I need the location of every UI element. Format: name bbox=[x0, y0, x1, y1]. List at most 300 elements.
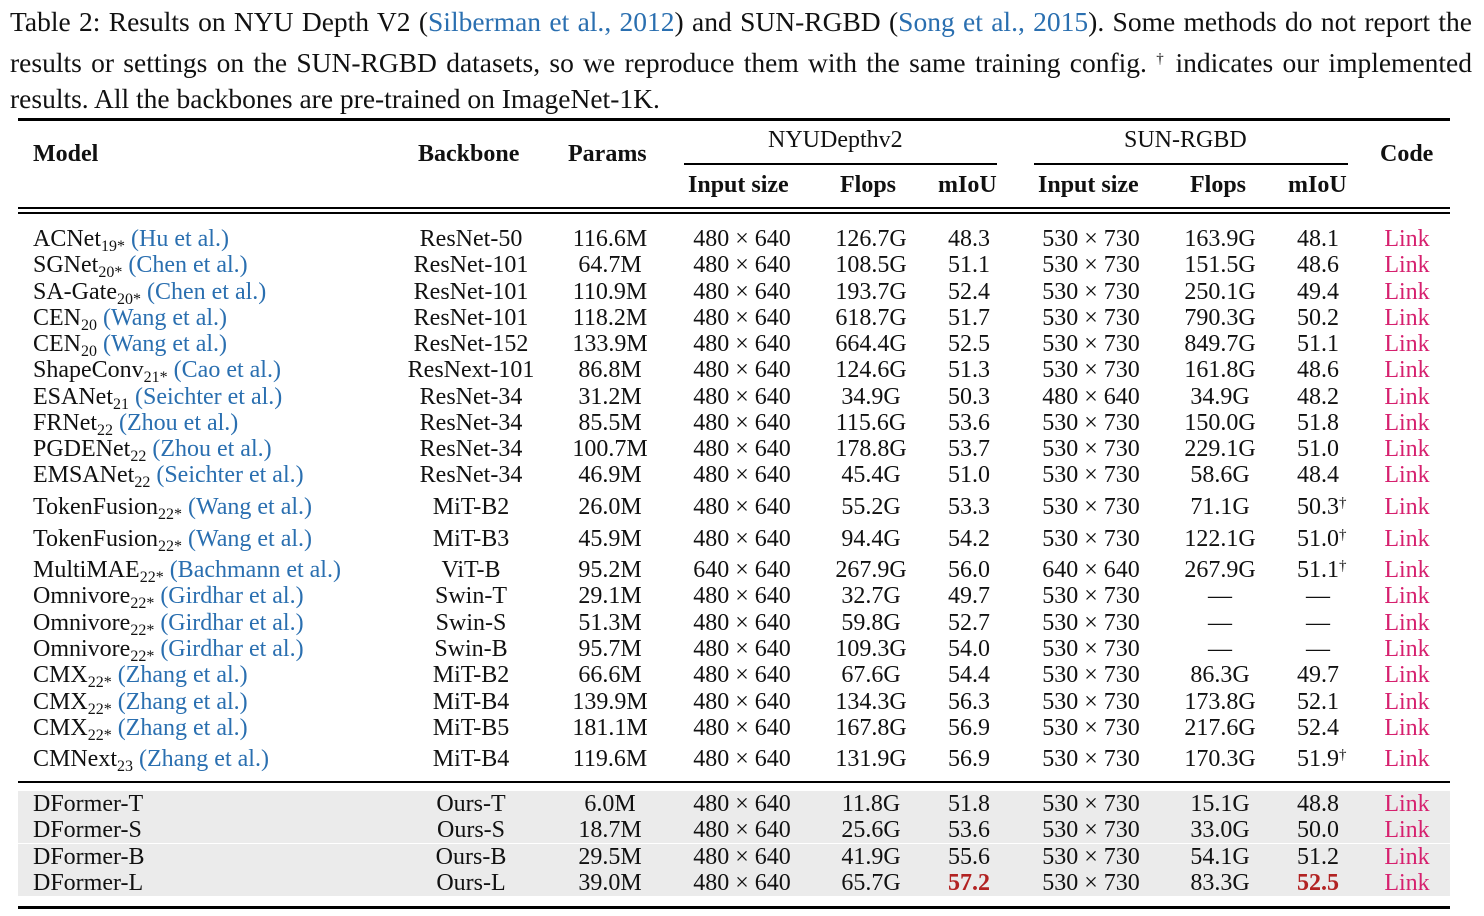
sun-input-size-cell bbox=[1042, 357, 1140, 383]
params-cell bbox=[573, 305, 647, 331]
sun-input-size-cell-value: 530 × 730 bbox=[1042, 436, 1140, 462]
params-cell bbox=[572, 715, 647, 741]
sun-input-size-cell bbox=[1042, 494, 1140, 520]
model-citation-link[interactable]: (Wang et al.) bbox=[103, 305, 228, 331]
model-cell bbox=[33, 494, 312, 528]
model-name: CMNext bbox=[33, 746, 117, 772]
params-cell-value: 18.7M bbox=[578, 817, 642, 843]
caption-text-4: indicates our implemented results. All the backbones are pre-trained on ImageNet-1K. bbox=[10, 46, 1473, 114]
params-cell bbox=[578, 817, 641, 843]
nyu-input-size-cell-value: 480 × 640 bbox=[693, 357, 791, 383]
backbone-cell bbox=[441, 557, 500, 583]
nyu-flops-cell-value: 167.8G bbox=[835, 715, 907, 741]
sun-input-size-cell bbox=[1042, 870, 1140, 896]
model-cell bbox=[33, 817, 142, 843]
sun-flops-cell bbox=[1208, 636, 1232, 662]
backbone-cell-value: MiT-B5 bbox=[432, 715, 510, 741]
nyu-miou-cell bbox=[948, 410, 990, 436]
sun-miou-cell-value: 51.0 bbox=[1297, 526, 1339, 552]
code-link[interactable]: Link bbox=[1384, 526, 1430, 552]
params-cell bbox=[584, 791, 635, 817]
nyu-miou-cell bbox=[948, 252, 990, 278]
sun-miou-cell bbox=[1306, 610, 1330, 636]
backbone-cell bbox=[433, 494, 509, 520]
model-year-subscript: 22 bbox=[97, 422, 114, 439]
nyu-input-size-cell-value: 480 × 640 bbox=[693, 844, 791, 870]
model-name: Omnivore bbox=[33, 610, 131, 636]
table-row bbox=[18, 410, 1450, 439]
model-name: ESANet bbox=[33, 384, 113, 410]
nyu-input-size-cell bbox=[693, 305, 791, 331]
sun-miou-cell bbox=[1297, 410, 1339, 436]
table-row bbox=[18, 636, 1450, 665]
citation-song[interactable] bbox=[898, 6, 1088, 37]
sun-input-size-cell bbox=[1042, 557, 1140, 583]
citation-silberman[interactable] bbox=[428, 6, 675, 37]
header-rule-1 bbox=[18, 207, 1450, 209]
code-link[interactable]: Link bbox=[1384, 715, 1430, 741]
backbone-cell bbox=[433, 715, 509, 741]
model-citation-link[interactable]: (Wang et al.) bbox=[103, 331, 228, 357]
params-cell bbox=[578, 410, 641, 436]
sun-miou-cell-value: 51.8 bbox=[1297, 410, 1339, 436]
sun-input-size-cell bbox=[1042, 791, 1140, 817]
caption-text-1: Results on NYU Depth V2 ( bbox=[100, 6, 429, 37]
nyu-flops-cell-value: 124.6G bbox=[835, 357, 907, 383]
sun-miou-cell-value: 52.4 bbox=[1297, 715, 1339, 741]
params-cell-value: 51.3M bbox=[578, 610, 642, 636]
nyu-flops-cell-value: 178.8G bbox=[835, 436, 907, 462]
nyu-flops-cell-value: 34.9G bbox=[841, 384, 901, 410]
sun-flops-cell bbox=[1208, 583, 1232, 609]
sun-miou-cell bbox=[1297, 462, 1339, 488]
code-link[interactable]: Link bbox=[1384, 662, 1430, 688]
code-link[interactable]: Link bbox=[1384, 870, 1430, 896]
sun-flops-cell-value: 790.3G bbox=[1184, 305, 1256, 331]
nyu-input-size-cell bbox=[693, 870, 791, 896]
header-sun-flops: Flops bbox=[1190, 172, 1247, 198]
code-link[interactable]: Link bbox=[1384, 357, 1430, 383]
nyu-input-size-cell-value: 480 × 640 bbox=[693, 305, 791, 331]
ours-table-row bbox=[18, 817, 1450, 843]
model-citation-link[interactable]: (Seichter et al.) bbox=[156, 462, 304, 488]
nyu-miou-cell bbox=[948, 583, 990, 609]
backbone-cell bbox=[433, 689, 509, 715]
model-name: CMX bbox=[33, 715, 88, 741]
sun-flops-cell bbox=[1184, 252, 1255, 278]
backbone-cell-value: ResNet-101 bbox=[413, 279, 529, 305]
sun-flops-cell bbox=[1184, 715, 1255, 741]
sun-flops-cell bbox=[1190, 844, 1249, 870]
table-caption bbox=[10, 4, 1472, 118]
nyu-flops-cell bbox=[835, 252, 906, 278]
citation-year: 2012 bbox=[619, 6, 675, 37]
nyu-miou-cell-value: 48.3 bbox=[948, 226, 990, 252]
code-link[interactable]: Link bbox=[1384, 331, 1430, 357]
nyu-input-size-cell bbox=[693, 583, 791, 609]
nyu-miou-cell-value: 52.5 bbox=[948, 331, 990, 357]
model-citation-link[interactable]: (Hu et al.) bbox=[131, 226, 229, 252]
sun-input-size-cell-value: 530 × 730 bbox=[1042, 331, 1140, 357]
ours-table-row bbox=[18, 844, 1450, 870]
header-nyu-flops: Flops bbox=[840, 172, 897, 198]
model-citation-link[interactable]: (Seichter et al.) bbox=[135, 384, 283, 410]
backbone-cell-value: ResNet-34 bbox=[419, 410, 523, 436]
sun-miou-cell bbox=[1306, 583, 1330, 609]
model-citation-link[interactable]: (Girdhar et al.) bbox=[160, 610, 304, 636]
code-link[interactable]: Link bbox=[1384, 689, 1430, 715]
sun-flops-cell bbox=[1190, 384, 1249, 410]
code-link[interactable]: Link bbox=[1384, 305, 1430, 331]
nyu-input-size-cell-value: 480 × 640 bbox=[693, 331, 791, 357]
dagger-mark: † bbox=[1339, 527, 1347, 543]
code-link[interactable]: Link bbox=[1384, 746, 1430, 772]
nyu-miou-cell-value: 57.2 bbox=[948, 870, 990, 896]
model-citation-link[interactable]: (Wang et al.) bbox=[188, 494, 313, 520]
sun-input-size-cell-value: 530 × 730 bbox=[1042, 279, 1140, 305]
nyu-miou-cell bbox=[948, 817, 990, 843]
backbone-cell bbox=[414, 331, 529, 357]
model-name: DFormer-T bbox=[33, 791, 144, 817]
model-citation-link[interactable]: (Zhang et al.) bbox=[117, 662, 248, 688]
nyu-input-size-cell-value: 480 × 640 bbox=[693, 791, 791, 817]
nyu-flops-cell bbox=[836, 410, 906, 436]
backbone-cell-value: ResNext-101 bbox=[407, 357, 535, 383]
sun-input-size-cell-value: 530 × 730 bbox=[1042, 494, 1140, 520]
model-citation-link[interactable]: (Chen et al.) bbox=[146, 279, 267, 305]
header-params: Params bbox=[568, 141, 647, 167]
sun-flops-cell-value: 71.1G bbox=[1190, 494, 1250, 520]
nyu-flops-cell bbox=[835, 305, 906, 331]
sun-input-size-cell-value: 530 × 730 bbox=[1042, 662, 1140, 688]
model-year-subscript: 22* bbox=[130, 595, 155, 612]
code-link[interactable]: Link bbox=[1384, 384, 1430, 410]
params-cell-value: 110.9M bbox=[572, 279, 648, 305]
params-cell bbox=[578, 252, 641, 278]
model-name: DFormer-L bbox=[33, 870, 144, 896]
nyu-input-size-cell bbox=[693, 462, 791, 488]
sun-input-size-cell bbox=[1042, 689, 1140, 715]
sun-miou-cell bbox=[1297, 331, 1339, 357]
code-link[interactable]: Link bbox=[1384, 791, 1430, 817]
nyu-flops-cell-value: 67.6G bbox=[841, 662, 901, 688]
sun-input-size-cell-value: 530 × 730 bbox=[1042, 817, 1140, 843]
sun-input-size-cell-value: 530 × 730 bbox=[1042, 746, 1140, 772]
table-row bbox=[18, 384, 1450, 413]
nyu-miou-cell-value: 51.3 bbox=[948, 357, 990, 383]
params-cell-value: 133.9M bbox=[572, 331, 648, 357]
model-citation-link[interactable]: (Girdhar et al.) bbox=[160, 636, 304, 662]
code-link[interactable]: Link bbox=[1384, 636, 1430, 662]
sun-flops-cell-value: 161.8G bbox=[1184, 357, 1256, 383]
bottom-rule bbox=[18, 906, 1450, 909]
code-link[interactable]: Link bbox=[1384, 610, 1430, 636]
code-link[interactable]: Link bbox=[1384, 279, 1430, 305]
sun-flops-cell bbox=[1208, 610, 1232, 636]
model-year-subscript: 22* bbox=[130, 648, 155, 665]
nyu-miou-cell-value: 56.0 bbox=[948, 557, 990, 583]
sun-input-size-cell-value: 530 × 730 bbox=[1042, 252, 1140, 278]
params-cell bbox=[578, 357, 641, 383]
nyu-flops-cell-value: 11.8G bbox=[841, 791, 901, 817]
code-link[interactable]: Link bbox=[1384, 494, 1430, 520]
model-name: ACNet bbox=[33, 226, 101, 252]
sun-flops-cell-value: 54.1G bbox=[1190, 844, 1250, 870]
nyu-input-size-cell bbox=[693, 557, 791, 583]
nyu-input-size-cell-value: 480 × 640 bbox=[693, 410, 791, 436]
nyu-miou-cell-value: 56.9 bbox=[948, 746, 990, 772]
backbone-cell bbox=[414, 279, 529, 305]
params-cell bbox=[578, 844, 641, 870]
nyu-miou-cell bbox=[948, 662, 990, 688]
sun-input-size-cell bbox=[1042, 331, 1140, 357]
backbone-cell bbox=[414, 305, 529, 331]
nyu-miou-cell bbox=[948, 279, 990, 305]
nyu-miou-cell-value: 56.9 bbox=[948, 715, 990, 741]
model-citation-link[interactable]: (Girdhar et al.) bbox=[160, 583, 304, 609]
sun-input-size-cell bbox=[1042, 384, 1140, 410]
sun-flops-cell bbox=[1184, 279, 1255, 305]
params-cell-value: 95.7M bbox=[578, 636, 642, 662]
params-cell bbox=[578, 662, 641, 688]
model-year-subscript: 20 bbox=[81, 317, 97, 334]
sun-input-size-cell bbox=[1042, 636, 1140, 662]
table-row bbox=[18, 746, 1450, 775]
params-cell-value: 85.5M bbox=[578, 410, 642, 436]
code-link[interactable]: Link bbox=[1384, 844, 1430, 870]
params-cell-value: 29.1M bbox=[578, 583, 642, 609]
sun-input-size-cell-value: 530 × 730 bbox=[1042, 526, 1140, 552]
sun-miou-cell bbox=[1297, 252, 1339, 278]
header-rule-2 bbox=[18, 212, 1450, 214]
caption-prefix: Table 2: bbox=[10, 6, 101, 37]
model-citation-link[interactable]: (Bachmann et al.) bbox=[169, 557, 341, 583]
code-link[interactable]: Link bbox=[1384, 817, 1430, 843]
sun-flops-cell bbox=[1184, 526, 1255, 552]
code-link[interactable]: Link bbox=[1384, 252, 1430, 278]
code-link[interactable]: Link bbox=[1384, 410, 1430, 436]
sun-flops-cell bbox=[1190, 817, 1249, 843]
nyu-flops-cell bbox=[835, 436, 906, 462]
nyu-miou-cell-value: 51.1 bbox=[948, 252, 990, 278]
model-citation-link[interactable]: (Zhou et al.) bbox=[152, 436, 272, 462]
model-year-subscript: 22 bbox=[134, 474, 151, 491]
sun-input-size-cell bbox=[1042, 226, 1140, 252]
model-name: CEN bbox=[33, 331, 81, 357]
model-cell bbox=[33, 526, 312, 560]
backbone-cell-value: ViT-B bbox=[441, 557, 501, 583]
nyu-flops-cell-value: 65.7G bbox=[841, 870, 901, 896]
sun-flops-cell-value: — bbox=[1208, 636, 1232, 662]
nyu-flops-cell bbox=[841, 526, 900, 552]
sun-input-size-cell-value: 530 × 730 bbox=[1042, 636, 1140, 662]
nyu-flops-cell bbox=[835, 715, 906, 741]
sun-input-size-cell-value: 530 × 730 bbox=[1042, 357, 1140, 383]
model-cell bbox=[33, 791, 143, 817]
sun-input-size-cell bbox=[1042, 462, 1140, 488]
nyu-input-size-cell bbox=[693, 279, 791, 305]
nyu-flops-cell-value: 109.3G bbox=[835, 636, 907, 662]
nyu-input-size-cell-value: 480 × 640 bbox=[693, 746, 791, 772]
model-name: CMX bbox=[33, 689, 88, 715]
table-row bbox=[18, 557, 1450, 586]
nyu-miou-cell bbox=[948, 357, 990, 383]
code-link[interactable]: Link bbox=[1384, 557, 1430, 583]
sun-miou-cell-value: 48.8 bbox=[1297, 791, 1339, 817]
backbone-cell bbox=[420, 410, 523, 436]
sun-miou-cell-value: 51.0 bbox=[1297, 436, 1339, 462]
caption-text-2: ) and SUN-RGBD ( bbox=[674, 6, 899, 37]
nyu-miou-cell bbox=[948, 305, 990, 331]
model-cell bbox=[33, 715, 248, 749]
nyu-miou-cell bbox=[948, 746, 990, 772]
nyu-input-size-cell bbox=[693, 791, 791, 817]
params-cell-value: 119.6M bbox=[572, 746, 648, 772]
sun-input-size-cell bbox=[1042, 746, 1140, 772]
sun-miou-cell bbox=[1297, 357, 1339, 383]
sun-input-size-cell bbox=[1042, 410, 1140, 436]
sun-miou-cell bbox=[1297, 689, 1339, 715]
params-cell-value: 39.0M bbox=[578, 870, 642, 896]
sun-miou-cell-value: 51.2 bbox=[1297, 844, 1339, 870]
nyu-miou-cell-value: 53.3 bbox=[948, 494, 990, 520]
model-citation-link[interactable]: (Cao et al.) bbox=[173, 357, 281, 383]
params-cell-value: 29.5M bbox=[578, 844, 642, 870]
model-name: PGDENet bbox=[33, 436, 131, 462]
params-cell bbox=[578, 557, 641, 583]
nyu-miou-cell-value: 54.4 bbox=[948, 662, 990, 688]
model-citation-link[interactable]: (Zhang et al.) bbox=[117, 715, 248, 741]
nyu-flops-cell bbox=[835, 689, 906, 715]
nyu-flops-cell bbox=[835, 226, 906, 252]
model-year-subscript: 19* bbox=[101, 238, 125, 255]
code-link[interactable]: Link bbox=[1384, 462, 1430, 488]
code-link[interactable]: Link bbox=[1384, 583, 1430, 609]
model-cell bbox=[33, 844, 145, 870]
dagger-mark: † bbox=[1339, 495, 1347, 511]
model-citation-link[interactable]: (Zhou et al.) bbox=[119, 410, 239, 436]
params-cell bbox=[573, 279, 647, 305]
sun-miou-cell bbox=[1297, 494, 1347, 520]
sun-miou-cell-value: 50.3 bbox=[1297, 494, 1339, 520]
sun-input-size-cell-value: 530 × 730 bbox=[1042, 226, 1140, 252]
model-year-subscript: 22* bbox=[87, 674, 112, 691]
params-cell bbox=[573, 746, 647, 772]
sun-flops-cell-value: 33.0G bbox=[1190, 817, 1250, 843]
nyu-flops-cell-value: 126.7G bbox=[835, 226, 907, 252]
params-cell-value: 46.9M bbox=[578, 462, 642, 488]
model-citation-link[interactable]: (Zhang et al.) bbox=[117, 689, 248, 715]
sun-miou-cell bbox=[1297, 436, 1339, 462]
table-row bbox=[18, 462, 1450, 491]
nyu-miou-cell bbox=[948, 870, 990, 896]
sun-input-size-cell-value: 530 × 730 bbox=[1042, 689, 1140, 715]
model-cell bbox=[33, 462, 304, 496]
nyu-miou-cell bbox=[948, 610, 990, 636]
citation-author: Song et al. bbox=[898, 6, 1018, 37]
backbone-cell-value: ResNet-34 bbox=[419, 384, 523, 410]
table-row bbox=[18, 331, 1450, 360]
params-cell bbox=[578, 870, 641, 896]
params-cell bbox=[578, 494, 641, 520]
sun-miou-cell bbox=[1297, 662, 1339, 688]
header-sun: SUN-RGBD bbox=[1124, 127, 1247, 153]
model-cell bbox=[33, 746, 269, 780]
sun-miou-cell bbox=[1297, 844, 1339, 870]
nyu-flops-cell bbox=[841, 662, 900, 688]
nyu-input-size-cell bbox=[693, 357, 791, 383]
table-row bbox=[18, 252, 1450, 281]
model-citation-link[interactable]: (Chen et al.) bbox=[128, 252, 248, 278]
nyu-miou-cell-value: 54.0 bbox=[948, 636, 990, 662]
sun-input-size-cell bbox=[1042, 305, 1140, 331]
dagger-mark: † bbox=[1339, 747, 1347, 763]
code-link[interactable]: Link bbox=[1384, 436, 1430, 462]
sun-miou-cell-value: 48.1 bbox=[1297, 226, 1339, 252]
params-cell-value: 64.7M bbox=[578, 252, 642, 278]
nyu-input-size-cell-value: 480 × 640 bbox=[693, 636, 791, 662]
model-year-subscript: 23 bbox=[117, 758, 133, 775]
params-cell-value: 86.8M bbox=[578, 357, 642, 383]
sun-flops-cell bbox=[1184, 305, 1255, 331]
sun-miou-cell bbox=[1297, 746, 1347, 772]
nyu-input-size-cell-value: 480 × 640 bbox=[693, 662, 791, 688]
model-citation-link[interactable]: (Zhang et al.) bbox=[139, 746, 269, 772]
sun-flops-cell bbox=[1184, 746, 1255, 772]
backbone-cell-value: MiT-B4 bbox=[432, 689, 510, 715]
sun-flops-cell-value: 170.3G bbox=[1184, 746, 1256, 772]
nyu-miou-cell-value: 52.4 bbox=[948, 279, 990, 305]
params-cell-value: 118.2M bbox=[572, 305, 648, 331]
model-year-subscript: 20 bbox=[81, 343, 97, 360]
nyu-flops-cell-value: 25.6G bbox=[841, 817, 901, 843]
backbone-cell-value: Swin-S bbox=[435, 610, 507, 636]
nyu-flops-cell-value: 59.8G bbox=[841, 610, 901, 636]
header-code: Code bbox=[1380, 141, 1434, 167]
sun-flops-cell bbox=[1184, 689, 1255, 715]
nyu-flops-cell bbox=[835, 557, 906, 583]
sun-input-size-cell-value: 530 × 730 bbox=[1042, 410, 1140, 436]
nyu-flops-cell-value: 664.4G bbox=[835, 331, 907, 357]
header-sun-input-size: Input size bbox=[1038, 172, 1139, 198]
nyu-input-size-cell bbox=[693, 844, 791, 870]
model-year-subscript: 22* bbox=[87, 727, 112, 744]
sun-miou-cell bbox=[1306, 636, 1330, 662]
sun-input-size-cell-value: 480 × 640 bbox=[1042, 384, 1140, 410]
nyu-input-size-cell bbox=[693, 436, 791, 462]
backbone-cell bbox=[436, 870, 505, 896]
nyu-miou-cell bbox=[948, 331, 990, 357]
nyu-input-size-cell bbox=[693, 746, 791, 772]
code-link[interactable]: Link bbox=[1384, 226, 1430, 252]
nyu-flops-cell bbox=[835, 331, 906, 357]
model-citation-link[interactable]: (Wang et al.) bbox=[188, 526, 313, 552]
sun-flops-cell bbox=[1184, 226, 1255, 252]
header-nyu: NYUDepthv2 bbox=[768, 127, 903, 153]
backbone-cell-value: ResNet-101 bbox=[413, 252, 529, 278]
nyu-input-size-cell-value: 480 × 640 bbox=[693, 252, 791, 278]
sun-input-size-cell bbox=[1042, 844, 1140, 870]
nyu-flops-cell-value: 108.5G bbox=[835, 252, 907, 278]
nyu-flops-cell bbox=[835, 746, 906, 772]
ours-table-row bbox=[18, 791, 1450, 817]
sun-flops-cell bbox=[1184, 357, 1255, 383]
nyu-miou-cell bbox=[948, 715, 990, 741]
sun-miou-cell-value: 51.1 bbox=[1297, 331, 1339, 357]
sun-miou-cell-value: 52.5 bbox=[1297, 870, 1339, 896]
nyu-miou-cell-value: 53.6 bbox=[948, 817, 990, 843]
params-cell-value: 139.9M bbox=[572, 689, 648, 715]
